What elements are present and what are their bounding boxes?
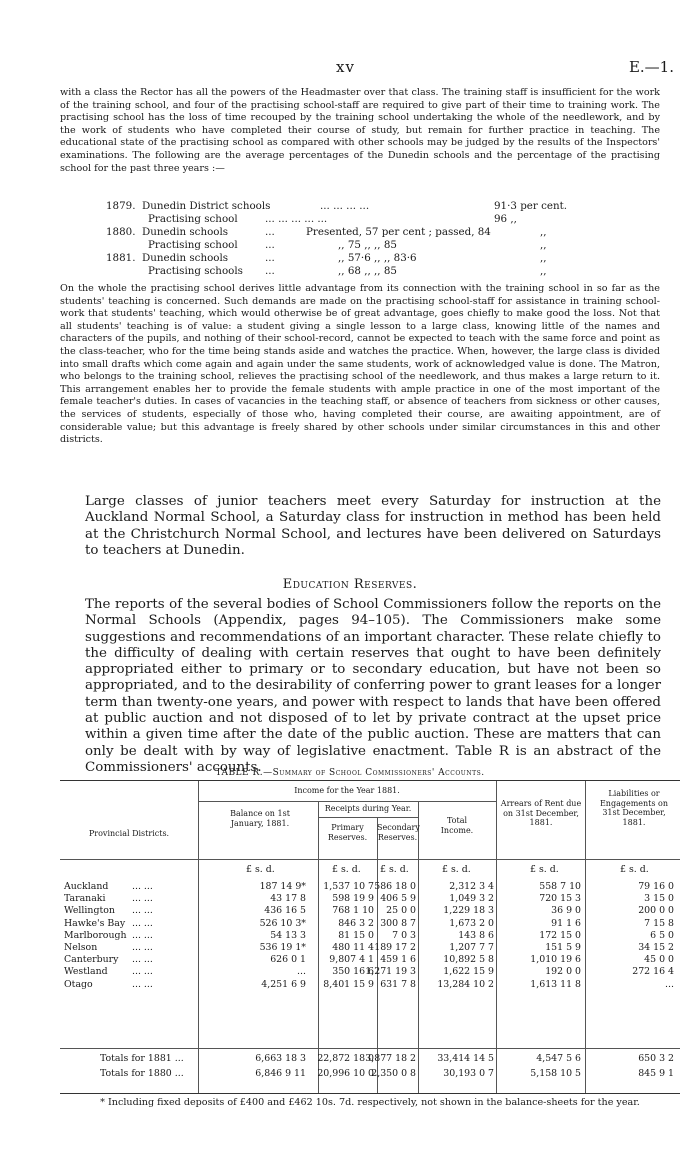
arrears-cell: 720 15 3 (539, 893, 581, 905)
balance-total-cell: 6,846 9 11 (255, 1068, 306, 1079)
primary-cell: 1,537 10 7 (323, 881, 374, 892)
units-label: £ s. d. (246, 864, 275, 875)
header-rule (60, 859, 680, 860)
column-divider (585, 781, 586, 1093)
liabilities-total-cell: 845 9 1 (638, 1068, 674, 1079)
arrears-cell: 36 9 0 (551, 905, 581, 917)
secondary-cell: 631 7 8 (380, 978, 416, 990)
document-reference: E.—1. (628, 58, 674, 76)
school-percentages-list (60, 200, 660, 278)
primary-cell: 8,401 15 9 (323, 978, 374, 990)
percentage-value: ,, (540, 265, 547, 277)
total-cell: 13,284 10 2 (437, 978, 494, 990)
secondary-cell: 1,271 19 3 (365, 966, 416, 978)
primary-cell: 598 19 9 (332, 893, 374, 905)
totals-label: Totals for 1881 ... (100, 1053, 184, 1064)
school-name: Dunedin District schools (142, 200, 271, 212)
liabilities-cell: 7 15 8 (644, 917, 674, 929)
arrears-total-cell: 5,158 10 5 (530, 1068, 581, 1079)
page-number: xv (336, 58, 355, 76)
percentage-value: ,, (540, 226, 547, 238)
paragraph-practising-school: On the whole the practising school derives little advantage from its connection with the training school in so far as the students' teaching is concerned. Such demands are made on the practising school-staff for assistance in training school-work that students' teaching, which would otherwise be of great advantage, goes chiefly to make good the loss. Not that all students' teaching is of value: a student giving a single lesson to a large class, knowing little of the names and characters of the pupils, and nothing of their school-record, cannot be expected to teach with the same force and point as the class-teacher, who for the time being stands aside and watches the practice. When, however, the large class is divided into small drafts which come again and again under the same students, work of acknowledged value is done. The Matron, who belongs to the training school, relieves the practising school of the needlework, and thus makes a large return to it. This arrangement enables her to provide the female students with ample practice in one of the most important of the female teacher's duties. In cases of vacancies in the teaching staff, or absence of teachers from sickness or other causes, the services of students, especially of those who, having completed their course, are awaiting appointment, are of considerable value; but this advantage is freely shared by other schools under similar circumstances in this and other districts. (60, 283, 660, 446)
detail: Presented, 57 per cent ; passed, 84 (306, 226, 491, 238)
column-divider (418, 801, 419, 1093)
liabilities-cell: 34 15 2 (638, 942, 674, 953)
district-name: Westland (64, 966, 108, 978)
district-name: Nelson (64, 942, 98, 953)
balance-cell: 536 19 1* (259, 942, 306, 953)
district-name: Hawke's Bay (64, 917, 126, 929)
secondary-total-cell: 2,350 0 8 (371, 1068, 416, 1079)
balance-cell: ... (297, 966, 306, 978)
arrears-cell: 192 0 0 (545, 966, 581, 978)
total-cell: 1,622 15 9 (443, 966, 494, 978)
liabilities-cell: ... (665, 978, 674, 990)
header-income-group: Income for the Year 1881. (294, 786, 400, 795)
district-name: Marlborough (64, 929, 127, 941)
arrears-cell: 91 1 6 (551, 917, 581, 929)
balance-cell: 526 10 3* (259, 917, 306, 929)
primary-total-cell: 22,872 18 0 (317, 1053, 374, 1064)
balance-cell: 4,251 6 9 (261, 978, 306, 990)
leader-dots: ... ... (132, 917, 153, 929)
school-name: Dunedin schools (142, 252, 229, 264)
units-label: £ s. d. (442, 864, 471, 875)
secondary-cell: 459 1 6 (380, 954, 416, 966)
percentage-value: ,, (540, 252, 547, 264)
balance-total-cell: 6,663 18 3 (255, 1053, 306, 1064)
list-item (60, 252, 660, 265)
arrears-cell: 1,613 11 8 (530, 978, 581, 990)
page-header (0, 58, 700, 78)
district-name: Taranaki (64, 893, 106, 905)
list-item (60, 213, 660, 226)
total-cell: 2,312 3 4 (449, 881, 494, 892)
header-rule (198, 801, 496, 802)
table-caption (0, 768, 700, 778)
header-primary: Primary Reserves. (327, 823, 368, 842)
arrears-cell: 558 7 10 (539, 881, 581, 892)
list-item (60, 200, 660, 213)
column-divider (198, 781, 199, 1093)
detail: ,, 57·6 ,, ,, 83·6 (338, 252, 417, 264)
liabilities-cell: 6 5 0 (650, 929, 674, 941)
balance-cell: 43 17 8 (270, 893, 306, 905)
leader-dots: ... (265, 239, 275, 251)
balance-cell: 436 16 5 (264, 905, 306, 917)
leader-dots: ... ... ... ... ... (265, 213, 328, 225)
district-name: Auckland (64, 881, 109, 892)
primary-cell: 846 3 2 (338, 917, 374, 929)
units-label: £ s. d. (332, 864, 361, 875)
secondary-cell: 406 5 9 (380, 893, 416, 905)
header-receipts-group: Receipts during Year. (324, 804, 412, 813)
list-item (60, 226, 660, 239)
secondary-total-cell: 3,877 18 2 (365, 1053, 416, 1064)
header-rule (318, 817, 418, 818)
liabilities-cell: 79 16 0 (638, 881, 674, 892)
primary-total-cell: 20,996 10 0 (317, 1068, 374, 1079)
leader-dots: ... ... (132, 905, 153, 917)
leader-dots: ... ... (132, 893, 153, 905)
district-name: Canterbury (64, 954, 119, 966)
commissioners-accounts-table (60, 780, 680, 1094)
paragraph-training-school: with a class the Rector has all the powers of the Headmaster over that class. The training staff is insufficient for the work of the training school, and four of the practising school-staff are required to give part of their time to training work. The practising school has the loss of time recouped by the training school undertaking the whole of the needlework, and by the work of students who have completed their course of study, but remain for further practice in teaching. The educational state of the practising school as compared with other schools may be judged by the results of the Inspectors' examinations. The following are the average percentages of the Dunedin schools and the percentage of the practising school for the past three years :— (60, 87, 660, 174)
arrears-cell: 1,010 19 6 (530, 954, 581, 966)
secondary-cell: 7 0 3 (392, 929, 416, 941)
units-label: £ s. d. (530, 864, 559, 875)
leader-dots: ... (265, 265, 275, 277)
list-item (60, 265, 660, 278)
district-name: Wellington (64, 905, 115, 917)
leader-dots: ... ... (132, 954, 153, 966)
primary-cell: 9,807 4 1 (329, 954, 374, 966)
total-cell: 1,673 2 0 (449, 917, 494, 929)
table-caption-text: TABLE R.—Summary of School Commissioners' Accounts. (215, 768, 485, 778)
liabilities-cell: 3 15 0 (644, 893, 674, 905)
total-cell: 1,229 18 3 (443, 905, 494, 917)
liabilities-cell: 45 0 0 (644, 954, 674, 966)
header-liabilities: Liabilities or Engagements on 31st December, 1881. (599, 789, 669, 827)
balance-cell: 626 0 1 (270, 954, 306, 966)
header-arrears: Arrears of Rent due on 31st December, 1881. (500, 799, 582, 827)
header-balance: Balance on 1st January, 1881. (230, 809, 290, 828)
year-label: 1880. (106, 226, 136, 238)
primary-cell: 768 1 10 (332, 905, 374, 917)
detail: ,, 75 ,, ,, 85 (338, 239, 397, 251)
leader-dots: ... ... (132, 966, 153, 978)
header-district: Provincial Districts. (88, 829, 170, 838)
paragraph-junior-teachers: Large classes of junior teachers meet every Saturday for instruction at the Auckland Normal School, a Saturday class for instruction in method has been held at the Christchurch Normal School, and lectures have been delivered on Saturdays to teachers at Dunedin. (85, 494, 661, 558)
total-total-cell: 33,414 14 5 (437, 1053, 494, 1064)
leader-dots: ... ... (132, 942, 153, 953)
leader-dots: ... ... ... ... (320, 200, 370, 212)
liabilities-total-cell: 650 3 2 (638, 1053, 674, 1064)
school-name: Dunedin schools (142, 226, 229, 238)
secondary-cell: 586 18 0 (374, 881, 416, 892)
year-label: 1881. (106, 252, 136, 264)
school-name: Practising school (148, 239, 238, 251)
leader-dots: ... (265, 226, 275, 238)
list-item (60, 239, 660, 252)
units-label: £ s. d. (380, 864, 409, 875)
percentage-value: 96 ,, (494, 213, 517, 225)
column-divider (496, 781, 497, 1093)
arrears-total-cell: 4,547 5 6 (536, 1053, 581, 1064)
primary-cell: 350 16 6 (332, 966, 374, 978)
percentage-value: 91·3 per cent. (494, 200, 567, 212)
arrears-cell: 172 15 0 (539, 929, 581, 941)
secondary-cell: 25 0 0 (386, 905, 416, 917)
secondary-cell: 300 8 7 (380, 917, 416, 929)
total-cell: 1,207 7 7 (449, 942, 494, 953)
balance-cell: 54 13 3 (270, 929, 306, 941)
year-label: 1879. (106, 200, 136, 212)
leader-dots: ... ... (132, 929, 153, 941)
primary-cell: 81 15 0 (338, 929, 374, 941)
liabilities-cell: 272 16 4 (632, 966, 674, 978)
secondary-cell: 189 17 2 (374, 942, 416, 953)
percentage-value: ,, (540, 239, 547, 251)
header-total: Total Income. (440, 816, 474, 835)
detail: ,, 68 ,, ,, 85 (338, 265, 397, 277)
leader-dots: ... ... (132, 978, 153, 990)
total-cell: 1,049 3 2 (449, 893, 494, 905)
liabilities-cell: 200 0 0 (638, 905, 674, 917)
section-heading (0, 577, 700, 592)
paragraph-education-reserves: The reports of the several bodies of School Commissioners follow the reports on the Normal Schools (Appendix, pages 94–105). The Commissioners make some suggestions and recommendations of an important character. These relate chiefly to the difficulty of dealing with certain reserves that ought to have been definitely appropriated either to primary or to secondary education, but have not been so appropriated, and to the desirability of conferring power to grant leases for a longer term than twenty-one years, and power with respect to lands that have been offered at public auction and not disposed of to let by private contract at the upset price within a given time after the date of the public auction. These are matters that can only be dealt with by way of legislative enactment. Table R is an abstract of the Commissioners' accounts. (85, 597, 661, 775)
leader-dots: ... ... (132, 881, 153, 892)
section-heading-text: Education Reserves. (282, 577, 418, 592)
table-footnote: * Including fixed deposits of £400 and £462 10s. 7d. respectively, not shown in the balance-sheets for the year. (100, 1097, 640, 1108)
district-name: Otago (64, 978, 93, 990)
primary-cell: 480 11 4 (332, 942, 374, 953)
total-total-cell: 30,193 0 7 (443, 1068, 494, 1079)
leader-dots: ... (265, 252, 275, 264)
total-cell: 143 8 6 (458, 929, 494, 941)
totals-label: Totals for 1880 ... (100, 1068, 184, 1079)
school-name: Practising schools (148, 265, 243, 277)
header-secondary: Secondary Reserves. (377, 823, 420, 842)
arrears-cell: 151 5 9 (545, 942, 581, 953)
column-divider (318, 801, 319, 1093)
totals-rule (60, 1048, 680, 1049)
school-name: Practising school (148, 213, 238, 225)
total-cell: 10,892 5 8 (443, 954, 494, 966)
units-label: £ s. d. (620, 864, 649, 875)
balance-cell: 187 14 9* (259, 881, 306, 892)
